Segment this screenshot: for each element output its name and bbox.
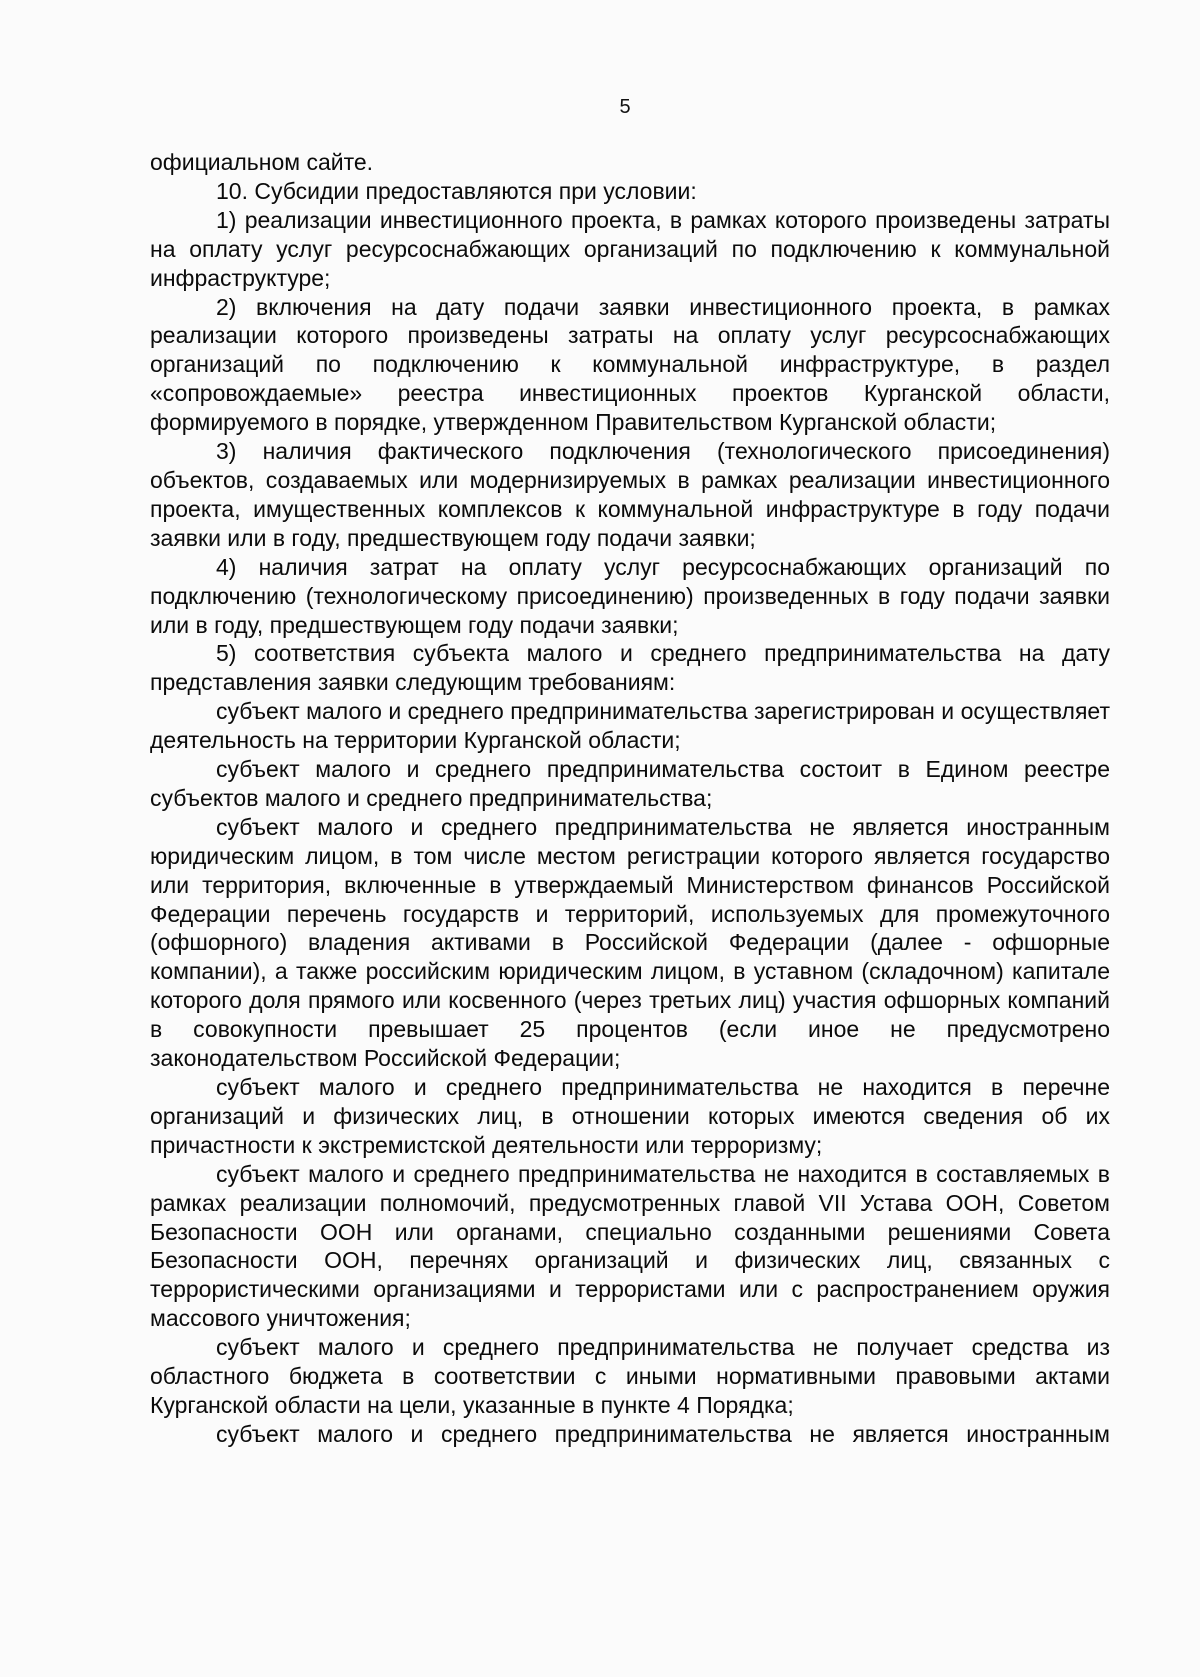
paragraph-requirement-un-lists: субъект малого и среднего предпринимательства не находится в составляемых в рамках реализации полномочий, предусмотренных главой VII Устава ООН, Советом Безопасности ООН или органами, специально созданными решениями Совета Безопасности ООН, перечнях организаций и физических лиц, связанных с террористическими организациями и террористами или с распространением оружия массового уничтожения; [150, 1160, 1110, 1332]
paragraph-condition-2: 2) включения на дату подачи заявки инвестиционного проекта, в рамках реализации которого произведены затраты на оплату услуг ресурсоснабжающих организаций по подключению к коммунальной инфраструктуре, в раздел «сопровождаемые» реестра инвестиционных проектов Курганской области, формируемого в порядке, утвержденном Правительством Курганской области; [150, 293, 1110, 436]
paragraph-requirement-registry: субъект малого и среднего предпринимательства состоит в Едином реестре субъектов малого и среднего предпринимательства; [150, 756, 1110, 811]
paragraph-requirement-extremism: субъект малого и среднего предпринимательства не находится в перечне организаций и физических лиц, в отношении которых имеются сведения об их причастности к экстремистской деятельности или терроризму; [150, 1074, 1110, 1158]
paragraph-condition-1: 1) реализации инвестиционного проекта, в рамках которого произведены затраты на оплату услуг ресурсоснабжающих организаций по подключению к коммунальной инфраструктуре; [150, 206, 1110, 291]
document-body [150, 148, 1110, 1449]
paragraph-condition-4: 4) наличия затрат на оплату услуг ресурсоснабжающих организаций по подключению (технологическому присоединению) произведенных в году подачи заявки или в году, предшествующем году подачи заявки; [150, 553, 1110, 638]
paragraph-continuation: официальном сайте. [150, 149, 374, 175]
paragraph-clause-10: 10. Субсидии предоставляются при условии: [216, 177, 697, 204]
paragraph-requirement-budget: субъект малого и среднего предпринимательства не получает средства из областного бюджета в соответствии с иными нормативными правовыми актами Курганской области на цели, указанные в пункте 4 Порядка; [150, 1334, 1110, 1418]
paragraph-condition-5: 5) соответствия субъекта малого и среднего предпринимательства на дату представления заявки следующим требованиям: [150, 640, 1110, 696]
paragraph-condition-3: 3) наличия фактического подключения (технологического присоединения) объектов, создаваемых или модернизируемых в рамках реализации инвестиционного проекта, имущественных комплексов к коммунальной инфраструктуре в году подачи заявки или в году, предшествующем году подачи заявки; [150, 438, 1110, 551]
paragraph-requirement-offshore: субъект малого и среднего предпринимательства не является иностранным юридическим лицом, в том числе местом регистрации которого является государство или территория, включенные в утверждаемый Министерством финансов Российской Федерации перечень государств и территорий, используемых для промежуточного (офшорного) владения активами в Российской Федерации (далее - офшорные компании), а также российским юридическим лицом, в уставном (складочном) капитале которого доля прямого или косвенного (через третьих лиц) участия офшорных компаний в совокупности превышает 25 процентов (если иное не предусмотрено законодательством Российской Федерации; [150, 813, 1110, 1072]
paragraph-requirement-foreign: субъект малого и среднего предпринимательства не является иностранным [216, 1420, 1110, 1447]
page-number: 5 [619, 96, 631, 118]
paragraph-requirement-registered: субъект малого и среднего предпринимательства зарегистрирован и осуществляет деятельность на территории Курганской области; [150, 698, 1110, 754]
